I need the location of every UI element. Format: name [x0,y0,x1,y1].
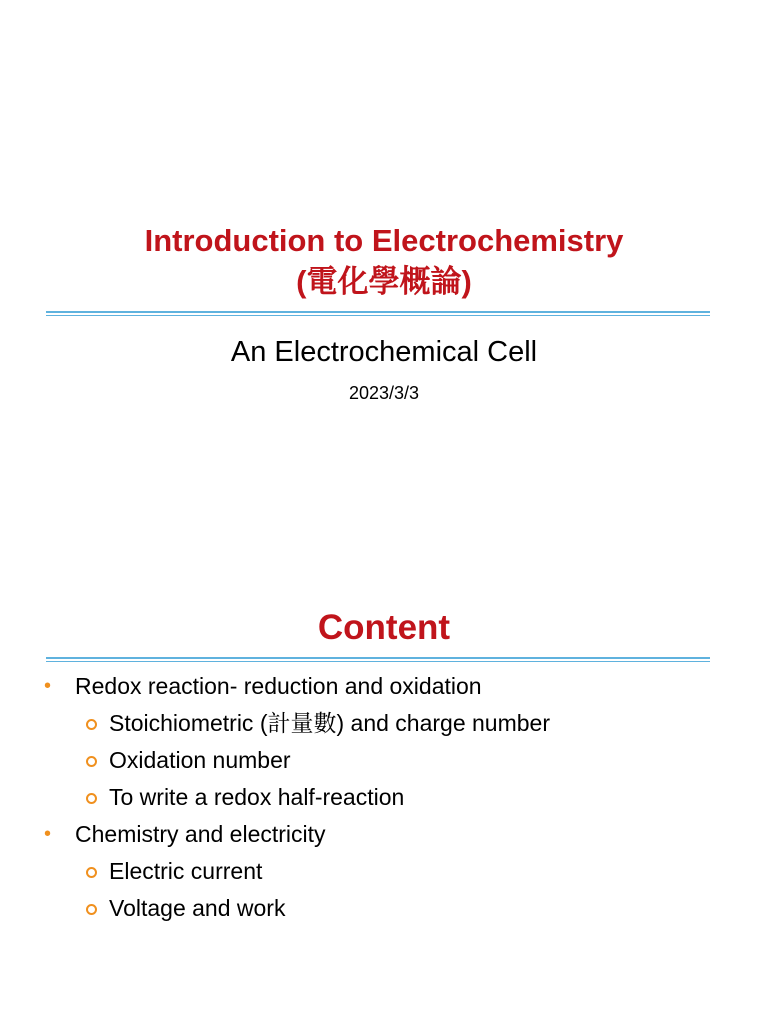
content-divider [46,657,710,662]
slide-title: Introduction to Electrochemistry [144,223,624,258]
sub-bullet-item [0,707,768,744]
sub-bullet-text: Voltage and work [109,895,286,921]
sub-bullet-text: Electric current [109,858,263,884]
bullet-item [0,818,768,855]
sub-bullet-item [0,781,768,818]
circle-bullet-icon [86,756,97,767]
bullet-list [0,670,768,929]
sub-bullet-text: Oxidation number [109,747,291,773]
sub-bullet-item [0,855,768,892]
sub-bullet-text: To write a redox half-reaction [109,784,405,810]
circle-bullet-icon [86,867,97,878]
circle-bullet-icon [86,904,97,915]
title-divider [46,311,710,316]
content-slide [0,512,768,1024]
slide-date: 2023/3/3 [348,383,420,403]
bullet-text: Chemistry and electricity [75,821,326,847]
content-title: Content [317,608,451,647]
sub-bullet-text: Stoichiometric (計量數) and charge number [109,710,550,736]
bullet-text: Redox reaction- reduction and oxidation [75,673,482,699]
circle-bullet-icon [86,793,97,804]
slide-title-chinese: (電化學概論) [296,264,472,299]
bullet-dot-icon: • [44,823,52,845]
bullet-dot-icon: • [44,675,52,697]
sub-bullet-item [0,892,768,929]
bullet-item [0,670,768,707]
circle-bullet-icon [86,719,97,730]
sub-bullet-item [0,744,768,781]
slide-subtitle: An Electrochemical Cell [230,336,538,368]
